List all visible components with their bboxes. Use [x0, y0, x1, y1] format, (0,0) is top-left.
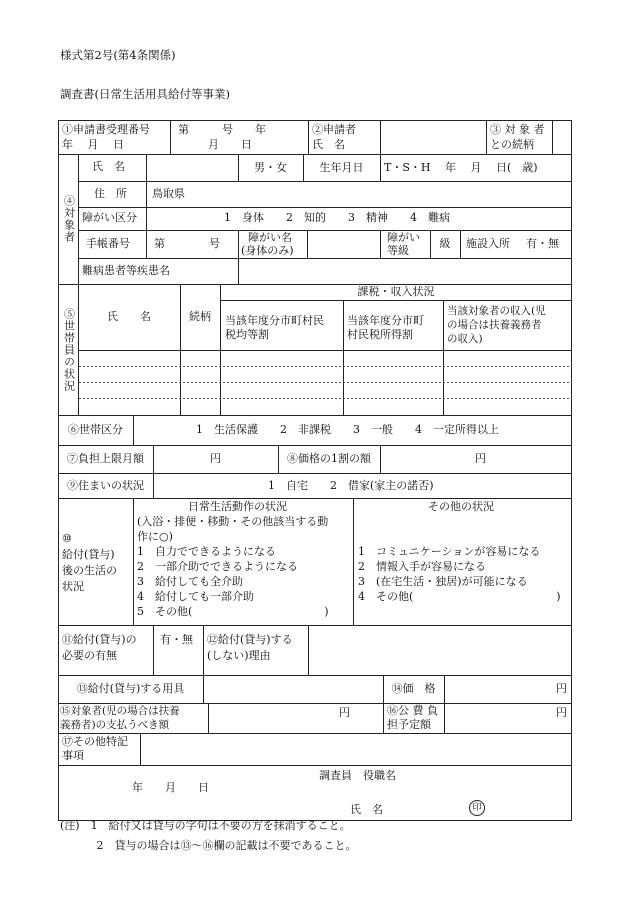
subject-income-header: 当該対象者の収入(児 — [447, 305, 546, 317]
reason-label: ⑫給付(貸与)する — [207, 633, 293, 646]
disability-type-options[interactable]: 1 身体 2 知的 3 精神 4 難病 — [224, 211, 450, 224]
life-label-3: 状況 — [62, 580, 84, 593]
receipt-date-field[interactable]: 月 日 — [208, 138, 252, 151]
subject-income-header-2: の場合は扶養義務者 — [447, 319, 542, 331]
handbook-field[interactable]: 第 号 — [154, 237, 220, 250]
disability-name-field[interactable] — [311, 233, 377, 255]
disability-name-label: 障がい名 — [248, 231, 292, 244]
adl-option[interactable]: 4 給付しても一部介助 — [137, 590, 254, 603]
grade-label-2: 等級 — [387, 244, 409, 257]
payment-field[interactable]: 円 — [339, 706, 350, 719]
household-name-header: 氏 名 — [107, 310, 151, 323]
price-tenth-field[interactable]: 円 — [475, 452, 486, 465]
equipment-field[interactable] — [207, 678, 379, 700]
survey-table — [58, 120, 572, 821]
payment-label: ⑮対象者(児の場合は扶養 — [60, 705, 180, 717]
relation-label-2: との続柄 — [490, 138, 534, 151]
receipt-date-label: 年 月 日 — [62, 138, 124, 151]
intractable-disease-label: 難病患者等疾患名 — [82, 264, 170, 277]
life-label: 給付(貸与) — [62, 548, 115, 561]
handbook-label: 手帳番号 — [86, 237, 130, 250]
other-remarks-label-2: 事項 — [62, 749, 84, 762]
payment-label-2: 義務者)の支払うべき額 — [60, 719, 170, 731]
municipal-tax-per-capita-header-2: 税均等割 — [225, 328, 269, 341]
adl-title: 日常生活動作の状況 — [188, 500, 287, 513]
disability-type-label: 障がい区分 — [82, 211, 137, 224]
disability-name-label-2: (身体のみ) — [241, 244, 294, 257]
burden-limit-field[interactable]: 円 — [210, 452, 221, 465]
adl-option[interactable]: 3 給付しても全介助 — [137, 575, 243, 588]
other-status-option[interactable]: 3 (在宅生活・独居)が可能になる — [358, 575, 528, 588]
reason-field[interactable] — [312, 628, 568, 672]
address-field[interactable]: 鳥取県 — [152, 187, 185, 200]
other-status-option[interactable]: 2 情報入手が容易になる — [358, 560, 486, 573]
subject-name-field[interactable] — [150, 157, 236, 179]
adl-option[interactable]: 5 その他( ) — [137, 605, 329, 618]
receipt-number-field[interactable]: 第 号 年 — [178, 123, 266, 136]
household-relation-header: 続柄 — [189, 310, 211, 323]
life-label-2: 後の生活の — [62, 564, 117, 577]
need-options[interactable]: 有・無 — [160, 633, 193, 646]
equipment-price-label: ⑭価 格 — [391, 682, 436, 695]
other-status-option[interactable]: 1 コミュニケーションが容易になる — [358, 545, 541, 558]
birth-field[interactable]: T・S・H 年 月 日( 歳) — [384, 160, 538, 174]
municipal-tax-per-capita-header: 当該年度分市町村民 — [225, 314, 324, 327]
investigator-seal — [463, 800, 485, 816]
subject-section-label: ④対象者 — [62, 195, 76, 243]
relation-label: ③ 対 象 者 — [490, 123, 545, 136]
footnote-2: 2 貸与の場合は⑬～⑯欄の記載は不要であること。 — [60, 839, 357, 852]
household-category-label: ⑥世帯区分 — [68, 423, 123, 436]
sex-options[interactable]: 男・女 — [254, 160, 287, 174]
public-burden-field[interactable]: 円 — [556, 706, 567, 719]
other-status-title: その他の状況 — [428, 500, 494, 513]
household-member-row[interactable] — [80, 383, 179, 397]
investigator-name-label: 氏 名 — [350, 803, 383, 816]
address-label: 住 所 — [94, 187, 127, 200]
municipal-tax-income-header: 当該年度分市町 — [347, 314, 424, 327]
need-label-2: 必要の有無 — [62, 649, 117, 662]
housing-options[interactable]: 1 自宅 2 借家(家主の諾否) — [268, 478, 434, 492]
tax-income-header: 課税・収入状況 — [357, 285, 435, 298]
other-status-option[interactable]: 4 その他( ) — [358, 590, 561, 603]
facility-label: 施設入所 — [466, 237, 510, 250]
form-number: 様式第2号(第4条関係) — [60, 48, 176, 62]
subject-name-label: 氏 名 — [92, 160, 125, 173]
equipment-label: ⑬給付(貸与)する用具 — [76, 682, 185, 695]
housing-label: ⑨住まいの状況 — [67, 478, 144, 492]
intractable-disease-field[interactable] — [242, 261, 568, 281]
applicant-name-label: 氏 名 — [312, 138, 345, 151]
other-remarks-label: ⑰その他特記 — [62, 735, 128, 748]
household-category-options[interactable]: 1 生活保護 2 非課税 3 一般 4 一定所得以上 — [196, 423, 499, 436]
public-burden-label-2: 担予定額 — [387, 718, 431, 731]
need-label: ⑪給付(貸与)の — [62, 633, 137, 646]
receipt-label: ①申請書受理番号 — [62, 123, 150, 136]
household-member-row[interactable] — [80, 399, 179, 413]
burden-limit-label: ⑦負担上限月額 — [67, 452, 144, 465]
footnotes — [60, 816, 357, 856]
reason-label-2: (しない)理由 — [207, 649, 271, 662]
other-remarks-field[interactable] — [144, 736, 568, 762]
applicant-name-field[interactable] — [384, 124, 484, 152]
investigation-date[interactable]: 年 月 日 — [132, 781, 209, 794]
subject-income-header-3: の収入) — [447, 333, 483, 345]
facility-options[interactable]: 有・無 — [526, 237, 559, 250]
adl-note-2: 作に○) — [137, 530, 173, 543]
grade-label: 障がい — [387, 231, 420, 244]
grade-field[interactable]: 級 — [439, 237, 451, 250]
household-section-label: ⑤世帯員の状況 — [62, 307, 76, 392]
household-member-row[interactable] — [80, 351, 179, 365]
price-tenth-label: ⑧価格の1割の額 — [287, 452, 371, 465]
municipal-tax-income-header-2: 村民税所得割 — [347, 328, 413, 341]
adl-option[interactable]: 1 自力でできるようになる — [137, 545, 276, 558]
investigator-position-label: 調査員 役職名 — [319, 769, 396, 782]
adl-note: (入浴・排便・移動・その他該当する動 — [137, 515, 329, 528]
public-burden-label: ⑯公 費 負 — [387, 704, 438, 717]
seal-mark: 印 — [469, 800, 485, 816]
equipment-price-field[interactable]: 円 — [556, 682, 567, 695]
applicant-label: ②申請者 — [312, 123, 356, 136]
household-member-row[interactable] — [80, 367, 179, 381]
relation-field[interactable] — [554, 122, 570, 152]
adl-option[interactable]: 2 一部介助でできるようになる — [137, 560, 298, 573]
footnote-1: (注) 1 給付又は貸与の字句は不要の方を抹消すること。 — [60, 819, 351, 832]
birth-label: 生年月日 — [319, 160, 364, 174]
life-label-number: ⑩ — [62, 532, 72, 545]
form-title: 調査書(日常生活用具給付等事業) — [60, 87, 230, 101]
